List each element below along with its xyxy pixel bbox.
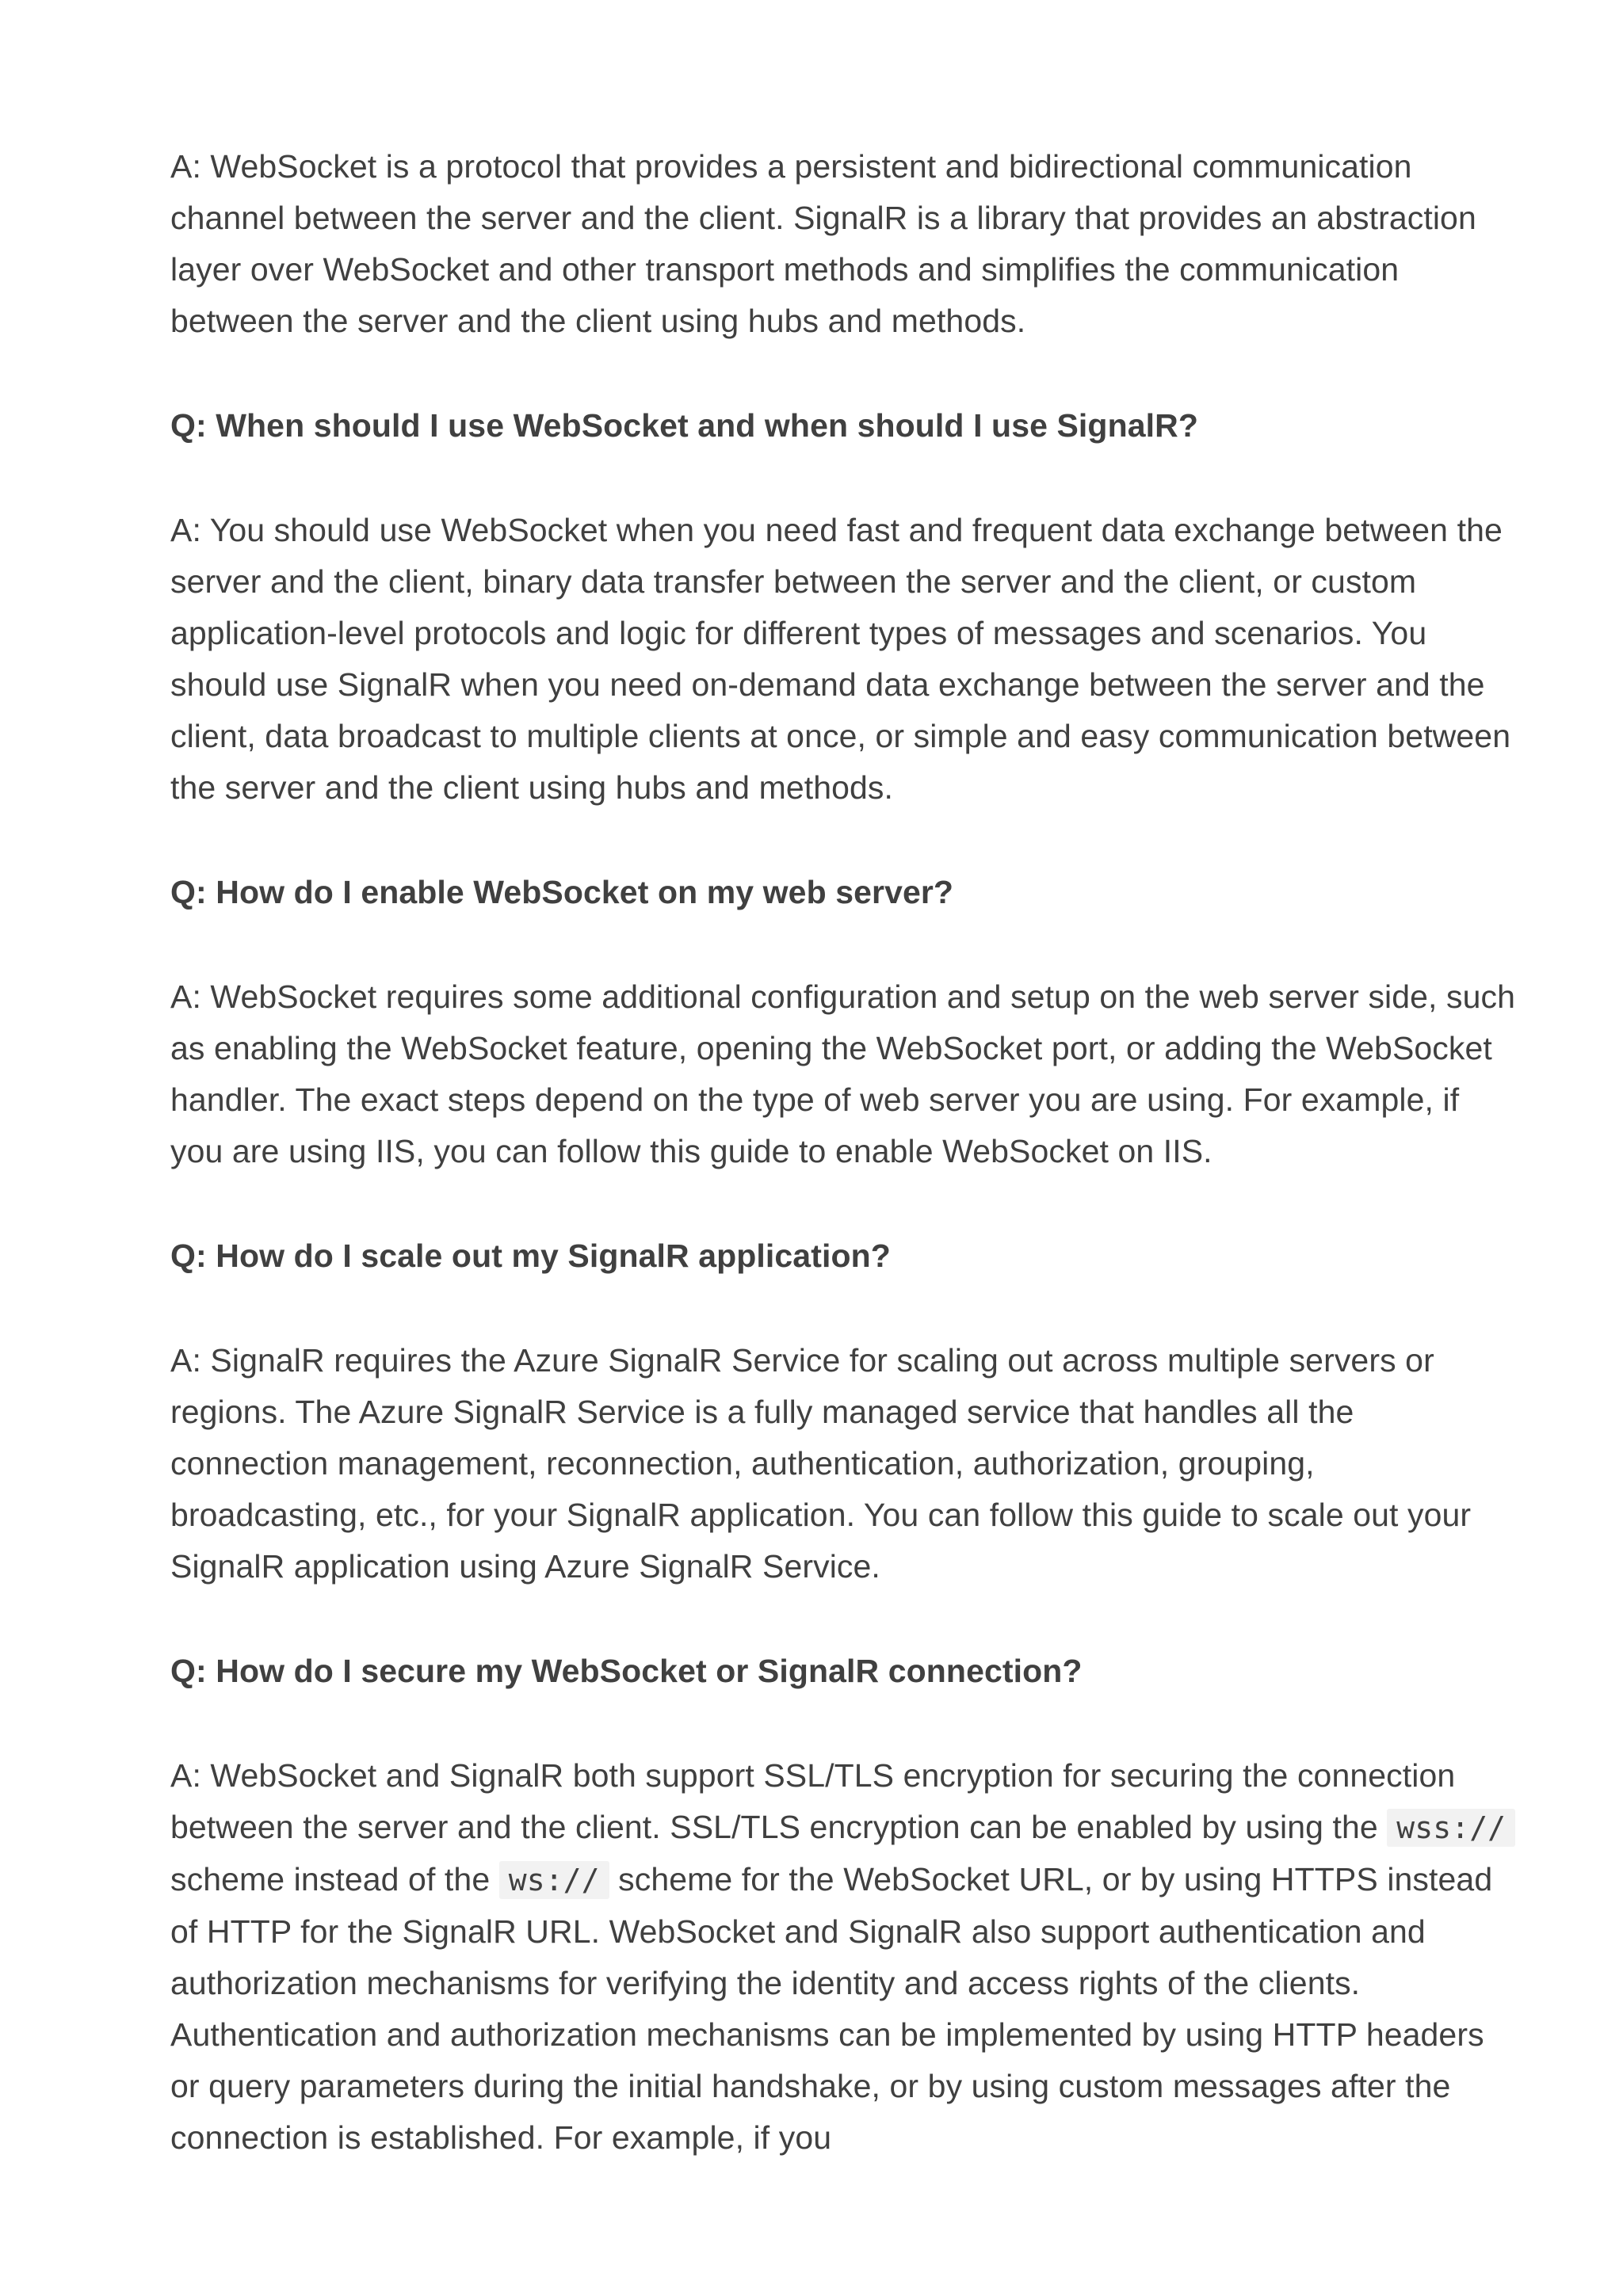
code-wss-scheme: wss:// bbox=[1387, 1809, 1515, 1847]
question-enable-websocket: Q: How do I enable WebSocket on my web server? bbox=[170, 874, 954, 910]
question-secure-connection: Q: How do I secure my WebSocket or SignalR connection? bbox=[170, 1653, 1083, 1689]
answer-secure-connection bbox=[170, 1750, 1518, 2164]
answer-secure-text-1: A: WebSocket and SignalR both support SSL/TLS encryption for securing the connection between the server and the client. SSL/TLS encryption can be enabled by using the bbox=[170, 1757, 1456, 1845]
answer-secure-text-2: scheme instead of the bbox=[170, 1861, 499, 1897]
faq-document bbox=[170, 141, 1518, 2217]
answer-secure-text-3: scheme for the WebSocket URL, or by using HTTPS instead of HTTP for the SignalR URL. WebSocket and SignalR also support authentication and authorization mechanisms for verifying the identity and access rights of the clients. Authentication and authorization mechanisms can be implemented by using HTTP headers or query parameters during the initial handshake, or by using custom messages after the connection is established. For example, if you bbox=[170, 1861, 1493, 2156]
answer-websocket-vs-signalr: A: WebSocket is a protocol that provides a persistent and bidirectional communication channel between the server and the client. SignalR is a library that provides an abstraction layer over WebSocket and other transport methods and simplifies the communication between the server and the client using hubs and methods. bbox=[170, 148, 1476, 339]
question-scale-out: Q: How do I scale out my SignalR application? bbox=[170, 1238, 891, 1274]
answer-scale-out: A: SignalR requires the Azure SignalR Service for scaling out across multiple servers or regions. The Azure SignalR Service is a fully managed service that handles all the connection management, reconnection, authentication, authorization, grouping, broadcasting, etc., for your SignalR application. You can follow this guide to scale out your SignalR application using Azure SignalR Service. bbox=[170, 1342, 1472, 1585]
answer-enable-websocket: A: WebSocket requires some additional configuration and setup on the web server side, such as enabling the WebSocket feature, opening the WebSocket port, or adding the WebSocket handler. The exact steps depend on the type of web server you are using. For example, if you are using IIS, you can follow this guide to enable WebSocket on IIS. bbox=[170, 978, 1516, 1169]
answer-when-to-use: A: You should use WebSocket when you need fast and frequent data exchange between the server and the client, binary data transfer between the server and the client, or custom application-level protocols and logic for different types of messages and scenarios. You should use SignalR when you need on-demand data exchange between the server and the client, data broadcast to multiple clients at once, or simple and easy communication between the server and the client using hubs and methods. bbox=[170, 512, 1511, 806]
question-when-to-use: Q: When should I use WebSocket and when should I use SignalR? bbox=[170, 407, 1198, 444]
code-ws-scheme: ws:// bbox=[499, 1861, 609, 1899]
